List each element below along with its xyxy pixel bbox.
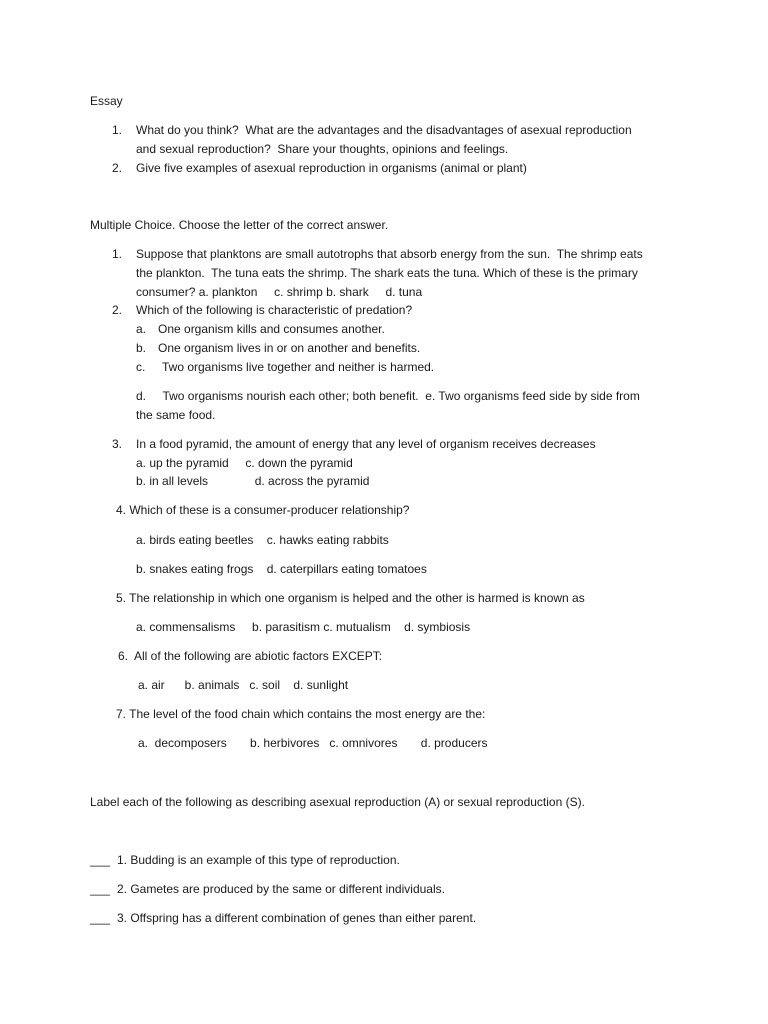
label-item-text: 3. Offspring has a different combination of genes than either parent. (117, 911, 477, 925)
option-text: the same food. (136, 408, 216, 422)
option-text: a. up the pyramid c. down the pyramid (136, 456, 353, 470)
option-text: a. decomposers b. herbivores c. omnivores d. producers (138, 736, 488, 750)
essay-item-text: What do you think? What are the advantages and the disadvantages of asexual reproduction (136, 123, 632, 137)
label-item-text: 1. Budding is an example of this type of reproduction. (117, 853, 400, 867)
option-text: b. in all levels d. across the pyramid (136, 474, 370, 488)
option-text: a. birds eating beetles c. hawks eating rabbits (136, 533, 389, 547)
option-letter: a. (136, 322, 147, 336)
question-text: 7. The level of the food chain which contains the most energy are the: (116, 707, 486, 721)
label-item-text: 2. Gametes are produced by the same or different individuals. (117, 882, 445, 896)
answer-blank: ___ (90, 853, 111, 867)
mc-heading: Multiple Choice. Choose the letter of the correct answer. (90, 218, 389, 232)
option-text: One organism kills and consumes another. (158, 322, 385, 336)
question-text: 4. Which of these is a consumer-producer relationship? (116, 503, 410, 517)
question-number: 2. (112, 303, 123, 317)
option-text: Two organisms live together and neither is harmed. (162, 360, 435, 374)
answer-blank: ___ (90, 882, 111, 896)
essay-item-text: and sexual reproduction? Share your thoughts, opinions and feelings. (136, 142, 509, 156)
option-text: a. air b. animals c. soil d. sunlight (138, 678, 349, 692)
label-section-heading: Label each of the following as describing asexual reproduction (A) or sexual reproduction (S). (90, 795, 585, 809)
essay-heading: Essay (90, 94, 123, 108)
option-letter: c. (136, 360, 146, 374)
question-text: Which of the following is characteristic of predation? (136, 303, 413, 317)
essay-item-number: 2. (112, 161, 123, 175)
option-letter: b. (136, 341, 147, 355)
question-text: consumer? a. plankton c. shrimp b. shark d. tuna (136, 285, 423, 299)
option-text: One organism lives in or on another and benefits. (158, 341, 421, 355)
option-text: a. commensalisms b. parasitism c. mutualism d. symbiosis (136, 620, 471, 634)
option-text: d. Two organisms nourish each other; both benefit. e. Two organisms feed side by side from (136, 389, 640, 403)
question-text: the plankton. The tuna eats the shrimp. The shark eats the tuna. Which of these is the primary (136, 266, 638, 280)
essay-item-number: 1. (112, 123, 123, 137)
option-text: b. snakes eating frogs d. caterpillars eating tomatoes (136, 562, 427, 576)
question-number: 3. (112, 437, 123, 451)
question-text: 6. All of the following are abiotic factors EXCEPT: (118, 649, 383, 663)
essay-item-text: Give five examples of asexual reproduction in organisms (animal or plant) (136, 161, 527, 175)
answer-blank: ___ (90, 911, 111, 925)
question-text: 5. The relationship in which one organism is helped and the other is harmed is known as (116, 591, 585, 605)
question-number: 1. (112, 247, 123, 261)
question-text: Suppose that planktons are small autotrophs that absorb energy from the sun. The shrimp eats (136, 247, 643, 261)
question-text: In a food pyramid, the amount of energy that any level of organism receives decreases (136, 437, 596, 451)
